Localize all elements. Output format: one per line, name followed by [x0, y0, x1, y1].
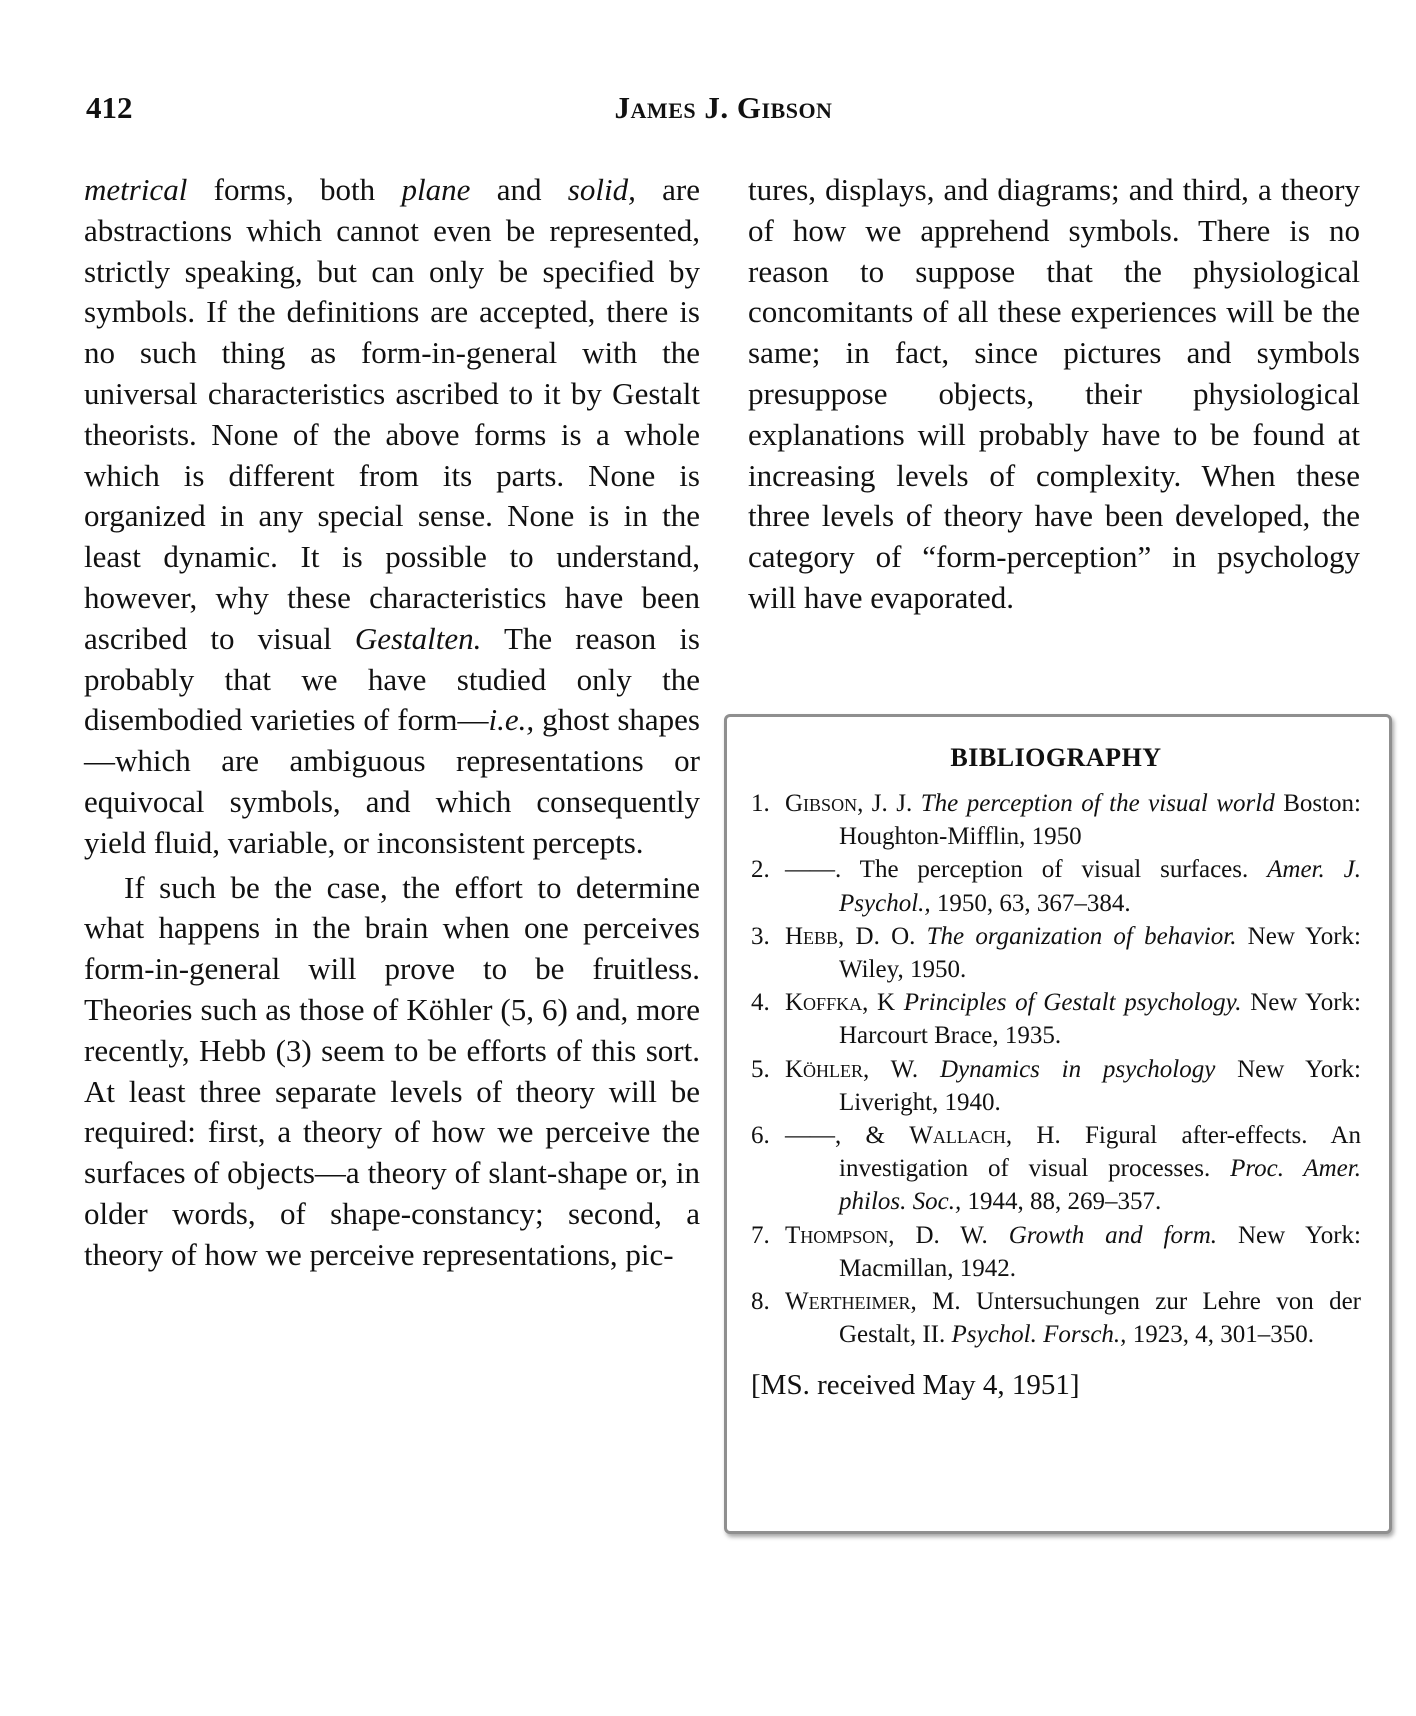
running-head: James J. Gibson: [614, 90, 833, 125]
page-header: [86, 90, 1361, 134]
reference-text: The perception of visual surfaces.: [841, 856, 1268, 884]
reference-author: Köhler, W.: [785, 1055, 919, 1083]
reference-journal: Psychol. Forsch.,: [951, 1321, 1127, 1349]
reference-journal: Proc. Amer. philos. Soc.,: [839, 1155, 1361, 1216]
body-text: forms, both: [187, 172, 402, 207]
reference-author: Wallach, H.: [909, 1122, 1061, 1150]
reference-author: Thompson, D. W.: [785, 1221, 988, 1249]
reference-journal: Amer. J. Psychol.,: [839, 856, 1361, 917]
reference-title: The perception of the visual world: [920, 790, 1275, 817]
paragraph: If such be the case, the effort to determine what happens in the brain when one perceives form-in-general will prove to be fruitless. Theories such as those of Köhler (5, 6) and, more recently, Hebb (3) seem to be efforts of this sort. At least three separate levels of theory will be required: first, a theory of how we perceive the surfaces of objects—a theory of slant-shape or, in older words, of shape-constancy; second, a theory of how we perceive representations, pic-: [84, 869, 700, 1272]
reference-author: Hebb, D. O.: [785, 922, 916, 950]
reference-item: [751, 986, 1361, 1052]
reference-details: New York: Liveright, 1940.: [839, 1055, 1361, 1116]
reference-item: [751, 1219, 1361, 1285]
manuscript-received-note: [MS. received May 4, 1951]: [751, 1369, 1080, 1402]
body-text: ghost shapes—which are ambiguous representations or equivocal symbols, and which consequently yield fluid, variable, or inconsistent percepts.: [84, 702, 700, 860]
reference-author-prefix: ——, &: [785, 1122, 910, 1150]
reference-details: New York: Wiley, 1950.: [839, 922, 1362, 984]
reference-text: Figural after-effects. An investigation of visual processes.: [839, 1122, 1361, 1183]
reference-number: 1.: [751, 790, 770, 817]
reference-title: The organization of behavior.: [926, 922, 1237, 950]
reference-item: [751, 1053, 1361, 1119]
reference-details: Boston: Houghton-Mifflin, 1950: [839, 790, 1362, 851]
reference-number: 3.: [751, 922, 770, 950]
italic-term: Gestalten.: [354, 620, 482, 656]
reference-title: Dynamics in psychology: [939, 1055, 1216, 1083]
reference-author: ——.: [785, 856, 842, 884]
reference-number: 2.: [751, 856, 770, 884]
italic-term: metrical: [84, 172, 188, 207]
reference-item: [751, 787, 1361, 853]
reference-details: 1923, 4, 301–350.: [1126, 1321, 1314, 1349]
page-number: 412: [86, 90, 133, 125]
italic-term: i.e.,: [488, 702, 535, 738]
reference-item: [751, 1285, 1361, 1351]
reference-details: 1944, 88, 269–357.: [961, 1188, 1162, 1216]
left-column: [84, 170, 700, 1276]
reference-author: Wertheimer, M.: [785, 1288, 961, 1316]
reference-number: 8.: [751, 1288, 770, 1316]
reference-item: [751, 1119, 1361, 1219]
reference-author: Gibson, J. J.: [785, 790, 913, 817]
paragraph: tures, displays, and diagrams; and third, a theory of how we apprehend symbols. There is no reason to suppose that the physiological concomitants of all these experiences will be the same; in fact, since pictures and symbols presuppose objects, their physiological explanations will probably have to be found at increasing levels of complexity. When these three levels of theory have been developed, the category of “form-perception” in psychology will have evaporated.: [748, 172, 1360, 615]
italic-term: solid,: [567, 172, 636, 207]
reference-item: [751, 920, 1361, 986]
body-text: The reason is probably that we have studied only the disembodied varieties of form—: [84, 620, 700, 738]
bibliography-box: [724, 714, 1392, 1534]
reference-item: [751, 853, 1361, 919]
reference-details: 1950, 63, 367–384.: [930, 889, 1131, 917]
reference-details: New York: Macmillan, 1942.: [839, 1221, 1361, 1282]
reference-number: 4.: [751, 989, 770, 1017]
reference-number: 7.: [751, 1221, 770, 1249]
reference-text: Untersuchungen zur Lehre von der Gestalt, II.: [839, 1288, 1362, 1349]
body-text: and: [470, 172, 568, 207]
paragraph: [84, 170, 700, 864]
reference-title: Growth and form.: [1008, 1221, 1218, 1249]
reference-title: Principles of Gestalt psychology.: [903, 989, 1242, 1017]
reference-details: New York: Harcourt Brace, 1935.: [839, 989, 1361, 1050]
bibliography-title: BIBLIOGRAPHY: [950, 743, 1162, 772]
body-text: are abstractions which cannot even be represented, strictly speaking, but can only be specified by symbols. If the definitions are accepted, there is no such thing as form-in-general with the universal characteristics ascribed to it by Gestalt theorists. None of the above forms is a whole which is different from its parts. None is organized in any special sense. None is in the least dynamic. It is possible to understand, however, why these characteristics have been ascribed to visual: [84, 172, 700, 656]
right-column: [748, 170, 1360, 619]
reference-author: Koffka, K: [785, 989, 896, 1017]
italic-term: plane: [401, 172, 471, 207]
reference-number: 5.: [751, 1055, 770, 1083]
reference-number: 6.: [751, 1122, 770, 1150]
